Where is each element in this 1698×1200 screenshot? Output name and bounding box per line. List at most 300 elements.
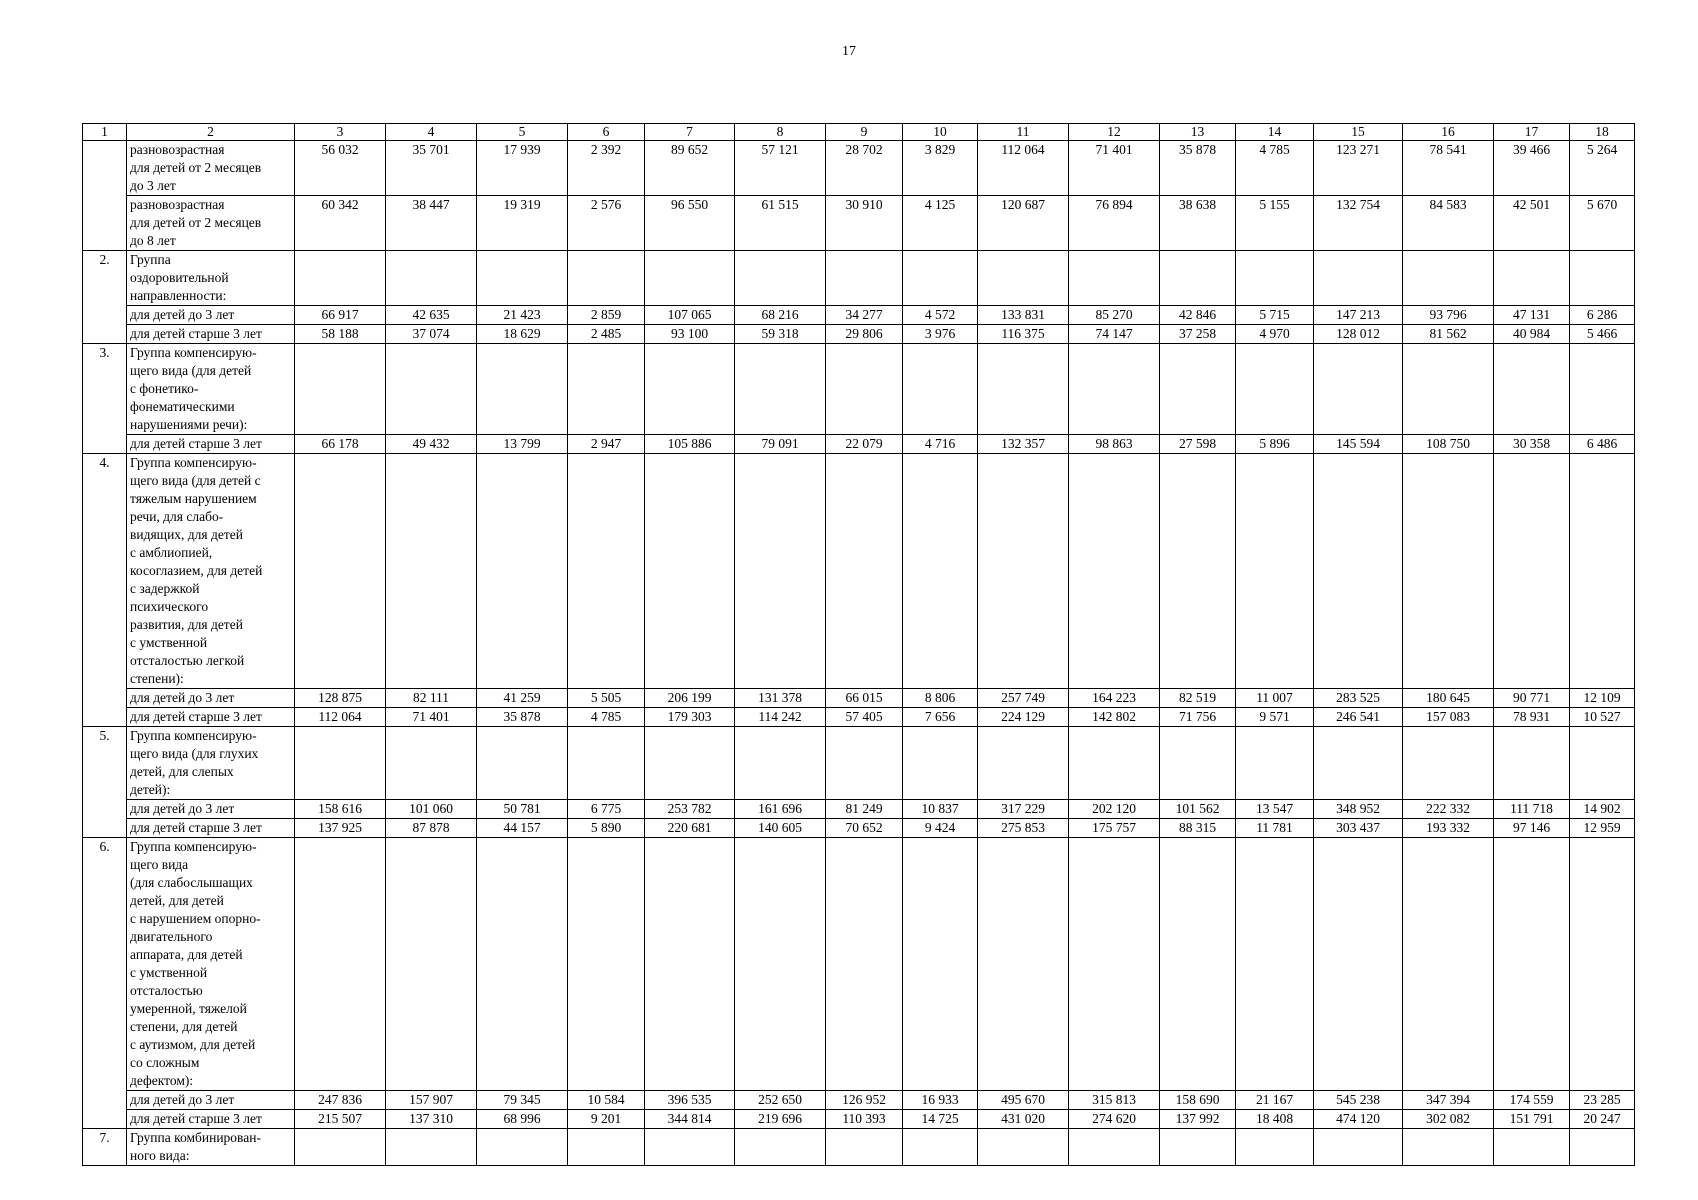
column-number-header: 12 bbox=[1069, 124, 1160, 141]
value-cell: 107 065 bbox=[645, 306, 735, 325]
row-label-line: для детей старше 3 лет bbox=[130, 820, 262, 835]
row-label-line: для детей от 2 месяцев bbox=[130, 160, 262, 175]
row-label-line: умеренной, тяжелой bbox=[130, 1001, 247, 1016]
value-cell: 82 519 bbox=[1160, 689, 1236, 708]
row-label-line: (для слабослышащих bbox=[130, 875, 253, 890]
value-cell: 27 598 bbox=[1160, 435, 1236, 454]
value-cell: 59 318 bbox=[735, 325, 826, 344]
table-row bbox=[83, 344, 1635, 435]
value-cell bbox=[1314, 727, 1403, 800]
value-cell bbox=[826, 251, 903, 306]
row-label-cell bbox=[127, 689, 295, 708]
value-cell: 20 247 bbox=[1570, 1110, 1635, 1129]
value-cell: 85 270 bbox=[1069, 306, 1160, 325]
row-label-cell bbox=[127, 344, 295, 435]
value-cell: 157 083 bbox=[1403, 708, 1494, 727]
value-cell bbox=[477, 454, 568, 689]
value-cell bbox=[1494, 454, 1570, 689]
row-label-line: Группа bbox=[130, 252, 171, 267]
row-label-line: двигательного bbox=[130, 929, 213, 944]
row-label-line: отсталостью bbox=[130, 983, 203, 998]
column-number-header: 18 bbox=[1570, 124, 1635, 141]
column-number-header: 10 bbox=[903, 124, 978, 141]
value-cell bbox=[645, 251, 735, 306]
value-cell: 93 796 bbox=[1403, 306, 1494, 325]
value-cell bbox=[903, 454, 978, 689]
value-cell bbox=[1403, 1129, 1494, 1166]
table-row bbox=[83, 727, 1635, 800]
value-cell bbox=[1314, 344, 1403, 435]
row-label-line: Группа компенсирую- bbox=[130, 839, 257, 854]
value-cell: 4 785 bbox=[1236, 141, 1314, 196]
value-cell bbox=[1236, 838, 1314, 1091]
value-cell bbox=[1494, 1129, 1570, 1166]
value-cell bbox=[1403, 344, 1494, 435]
tariff-table bbox=[82, 123, 1635, 1166]
value-cell: 137 992 bbox=[1160, 1110, 1236, 1129]
row-label-line: щего вида (для глухих bbox=[130, 746, 259, 761]
row-label-line: Группа комбинирован- bbox=[130, 1130, 261, 1145]
value-cell: 110 393 bbox=[826, 1110, 903, 1129]
column-number-header: 2 bbox=[127, 124, 295, 141]
value-cell: 180 645 bbox=[1403, 689, 1494, 708]
row-label-cell bbox=[127, 306, 295, 325]
value-cell: 81 249 bbox=[826, 800, 903, 819]
value-cell bbox=[978, 1129, 1069, 1166]
value-cell: 5 466 bbox=[1570, 325, 1635, 344]
value-cell: 158 616 bbox=[295, 800, 386, 819]
value-cell: 97 146 bbox=[1494, 819, 1570, 838]
row-number-cell: 3. bbox=[83, 344, 127, 454]
value-cell: 215 507 bbox=[295, 1110, 386, 1129]
value-cell: 10 837 bbox=[903, 800, 978, 819]
value-cell: 71 756 bbox=[1160, 708, 1236, 727]
value-cell bbox=[568, 344, 645, 435]
table-row bbox=[83, 435, 1635, 454]
value-cell: 303 437 bbox=[1314, 819, 1403, 838]
row-label-line: с амблиопией, bbox=[130, 545, 213, 560]
value-cell: 16 933 bbox=[903, 1091, 978, 1110]
value-cell: 128 012 bbox=[1314, 325, 1403, 344]
value-cell bbox=[1494, 344, 1570, 435]
row-label-cell bbox=[127, 1110, 295, 1129]
row-number-cell: 6. bbox=[83, 838, 127, 1129]
value-cell bbox=[295, 251, 386, 306]
value-cell: 35 878 bbox=[1160, 141, 1236, 196]
row-label-line: со сложным bbox=[130, 1055, 200, 1070]
table-body bbox=[83, 124, 1635, 1166]
value-cell bbox=[1236, 344, 1314, 435]
row-label-cell bbox=[127, 435, 295, 454]
value-cell: 79 345 bbox=[477, 1091, 568, 1110]
value-cell: 82 111 bbox=[386, 689, 477, 708]
value-cell bbox=[735, 838, 826, 1091]
value-cell: 98 863 bbox=[1069, 435, 1160, 454]
row-label-line: для детей старше 3 лет bbox=[130, 436, 262, 451]
row-label-line: с фонетико- bbox=[130, 381, 199, 396]
value-cell: 274 620 bbox=[1069, 1110, 1160, 1129]
value-cell: 38 447 bbox=[386, 196, 477, 251]
value-cell: 9 201 bbox=[568, 1110, 645, 1129]
value-cell bbox=[978, 838, 1069, 1091]
row-label-line: с умственной bbox=[130, 965, 208, 980]
value-cell bbox=[1403, 727, 1494, 800]
value-cell: 78 931 bbox=[1494, 708, 1570, 727]
value-cell bbox=[1160, 1129, 1236, 1166]
row-label-line: до 8 лет bbox=[130, 233, 176, 248]
value-cell: 12 959 bbox=[1570, 819, 1635, 838]
column-number-header: 5 bbox=[477, 124, 568, 141]
value-cell: 5 890 bbox=[568, 819, 645, 838]
value-cell bbox=[1570, 1129, 1635, 1166]
value-cell bbox=[1314, 1129, 1403, 1166]
value-cell: 68 216 bbox=[735, 306, 826, 325]
value-cell: 39 466 bbox=[1494, 141, 1570, 196]
value-cell: 126 952 bbox=[826, 1091, 903, 1110]
value-cell: 275 853 bbox=[978, 819, 1069, 838]
value-cell: 4 970 bbox=[1236, 325, 1314, 344]
table-row bbox=[83, 454, 1635, 689]
value-cell: 84 583 bbox=[1403, 196, 1494, 251]
value-cell: 78 541 bbox=[1403, 141, 1494, 196]
value-cell: 5 264 bbox=[1570, 141, 1635, 196]
value-cell: 120 687 bbox=[978, 196, 1069, 251]
row-label-line: для детей до 3 лет bbox=[130, 307, 235, 322]
value-cell bbox=[295, 727, 386, 800]
row-label-cell bbox=[127, 1129, 295, 1166]
row-label-cell bbox=[127, 196, 295, 251]
value-cell: 158 690 bbox=[1160, 1091, 1236, 1110]
value-cell: 71 401 bbox=[1069, 141, 1160, 196]
table-row bbox=[83, 1110, 1635, 1129]
value-cell bbox=[1570, 454, 1635, 689]
value-cell: 57 121 bbox=[735, 141, 826, 196]
value-cell: 37 258 bbox=[1160, 325, 1236, 344]
value-cell: 79 091 bbox=[735, 435, 826, 454]
value-cell: 18 629 bbox=[477, 325, 568, 344]
value-cell: 66 178 bbox=[295, 435, 386, 454]
row-label-cell bbox=[127, 800, 295, 819]
row-label-cell bbox=[127, 1091, 295, 1110]
value-cell bbox=[568, 1129, 645, 1166]
value-cell bbox=[1314, 454, 1403, 689]
row-label-line: до 3 лет bbox=[130, 178, 176, 193]
column-number-header: 1 bbox=[83, 124, 127, 141]
column-number-header: 8 bbox=[735, 124, 826, 141]
value-cell bbox=[1403, 454, 1494, 689]
value-cell bbox=[1494, 251, 1570, 306]
value-cell bbox=[386, 727, 477, 800]
value-cell: 93 100 bbox=[645, 325, 735, 344]
value-cell: 13 799 bbox=[477, 435, 568, 454]
table-row bbox=[83, 196, 1635, 251]
value-cell: 35 878 bbox=[477, 708, 568, 727]
value-cell bbox=[978, 344, 1069, 435]
value-cell: 5 670 bbox=[1570, 196, 1635, 251]
column-number-header: 11 bbox=[978, 124, 1069, 141]
value-cell: 474 120 bbox=[1314, 1110, 1403, 1129]
table-row bbox=[83, 325, 1635, 344]
value-cell: 253 782 bbox=[645, 800, 735, 819]
value-cell: 96 550 bbox=[645, 196, 735, 251]
value-cell: 42 635 bbox=[386, 306, 477, 325]
value-cell: 12 109 bbox=[1570, 689, 1635, 708]
row-number-cell: 5. bbox=[83, 727, 127, 838]
value-cell: 193 332 bbox=[1403, 819, 1494, 838]
value-cell: 42 846 bbox=[1160, 306, 1236, 325]
row-label-line: с аутизмом, для детей bbox=[130, 1037, 256, 1052]
value-cell: 431 020 bbox=[978, 1110, 1069, 1129]
value-cell: 344 814 bbox=[645, 1110, 735, 1129]
row-number-cell bbox=[83, 141, 127, 251]
value-cell bbox=[903, 727, 978, 800]
table-header-row bbox=[83, 124, 1635, 141]
value-cell bbox=[386, 251, 477, 306]
value-cell bbox=[477, 251, 568, 306]
value-cell bbox=[386, 838, 477, 1091]
value-cell bbox=[386, 1129, 477, 1166]
value-cell: 140 605 bbox=[735, 819, 826, 838]
value-cell: 179 303 bbox=[645, 708, 735, 727]
value-cell bbox=[735, 1129, 826, 1166]
value-cell: 21 423 bbox=[477, 306, 568, 325]
row-label-line: нарушениями речи): bbox=[130, 417, 248, 432]
value-cell: 17 939 bbox=[477, 141, 568, 196]
column-number-header: 7 bbox=[645, 124, 735, 141]
value-cell: 222 332 bbox=[1403, 800, 1494, 819]
value-cell: 131 378 bbox=[735, 689, 826, 708]
value-cell bbox=[826, 727, 903, 800]
row-label-line: для детей старше 3 лет bbox=[130, 1111, 262, 1126]
row-label-line: детей, для детей bbox=[130, 893, 224, 908]
value-cell: 4 716 bbox=[903, 435, 978, 454]
row-label-cell bbox=[127, 325, 295, 344]
value-cell: 11 781 bbox=[1236, 819, 1314, 838]
value-cell: 206 199 bbox=[645, 689, 735, 708]
value-cell: 56 032 bbox=[295, 141, 386, 196]
value-cell bbox=[1069, 344, 1160, 435]
value-cell: 9 424 bbox=[903, 819, 978, 838]
value-cell bbox=[477, 727, 568, 800]
value-cell bbox=[477, 1129, 568, 1166]
value-cell: 252 650 bbox=[735, 1091, 826, 1110]
value-cell: 4 572 bbox=[903, 306, 978, 325]
row-label-line: детей, для слепых bbox=[130, 764, 234, 779]
value-cell bbox=[826, 838, 903, 1091]
value-cell: 348 952 bbox=[1314, 800, 1403, 819]
value-cell: 202 120 bbox=[1069, 800, 1160, 819]
value-cell: 4 125 bbox=[903, 196, 978, 251]
value-cell: 21 167 bbox=[1236, 1091, 1314, 1110]
row-label-line: с нарушением опорно- bbox=[130, 911, 261, 926]
value-cell bbox=[978, 454, 1069, 689]
value-cell: 112 064 bbox=[295, 708, 386, 727]
value-cell: 88 315 bbox=[1160, 819, 1236, 838]
row-label-line: Группа компенсирую- bbox=[130, 455, 257, 470]
value-cell bbox=[1314, 251, 1403, 306]
row-label-line: с умственной bbox=[130, 635, 208, 650]
value-cell: 14 902 bbox=[1570, 800, 1635, 819]
row-label-line: разновозрастная bbox=[130, 142, 225, 157]
value-cell: 302 082 bbox=[1403, 1110, 1494, 1129]
table-row bbox=[83, 141, 1635, 196]
value-cell bbox=[1494, 838, 1570, 1091]
value-cell: 2 859 bbox=[568, 306, 645, 325]
value-cell: 164 223 bbox=[1069, 689, 1160, 708]
value-cell bbox=[1160, 344, 1236, 435]
row-label-cell bbox=[127, 454, 295, 689]
value-cell: 47 131 bbox=[1494, 306, 1570, 325]
column-number-header: 16 bbox=[1403, 124, 1494, 141]
row-label-line: щего вида bbox=[130, 857, 189, 872]
value-cell: 101 562 bbox=[1160, 800, 1236, 819]
value-cell: 81 562 bbox=[1403, 325, 1494, 344]
value-cell: 57 405 bbox=[826, 708, 903, 727]
row-label-line: оздоровительной bbox=[130, 270, 229, 285]
row-label-line: Группа компенсирую- bbox=[130, 728, 257, 743]
row-label-line: аппарата, для детей bbox=[130, 947, 243, 962]
value-cell: 41 259 bbox=[477, 689, 568, 708]
value-cell: 10 584 bbox=[568, 1091, 645, 1110]
value-cell bbox=[295, 344, 386, 435]
value-cell: 30 358 bbox=[1494, 435, 1570, 454]
column-number-header: 6 bbox=[568, 124, 645, 141]
value-cell bbox=[645, 454, 735, 689]
value-cell: 116 375 bbox=[978, 325, 1069, 344]
value-cell: 68 996 bbox=[477, 1110, 568, 1129]
table-row bbox=[83, 800, 1635, 819]
row-label-cell bbox=[127, 708, 295, 727]
value-cell bbox=[1570, 344, 1635, 435]
value-cell bbox=[1570, 727, 1635, 800]
row-label-line: для детей до 3 лет bbox=[130, 801, 235, 816]
value-cell bbox=[645, 727, 735, 800]
column-number-header: 14 bbox=[1236, 124, 1314, 141]
value-cell bbox=[903, 838, 978, 1091]
value-cell bbox=[978, 727, 1069, 800]
row-label-cell bbox=[127, 838, 295, 1091]
value-cell: 5 155 bbox=[1236, 196, 1314, 251]
value-cell: 28 702 bbox=[826, 141, 903, 196]
table-row bbox=[83, 1091, 1635, 1110]
value-cell: 3 976 bbox=[903, 325, 978, 344]
value-cell bbox=[295, 454, 386, 689]
value-cell bbox=[1494, 727, 1570, 800]
value-cell bbox=[1069, 838, 1160, 1091]
table-row bbox=[83, 838, 1635, 1091]
value-cell bbox=[477, 838, 568, 1091]
value-cell: 5 896 bbox=[1236, 435, 1314, 454]
value-cell: 49 432 bbox=[386, 435, 477, 454]
value-cell bbox=[735, 454, 826, 689]
value-cell: 70 652 bbox=[826, 819, 903, 838]
value-cell bbox=[1236, 727, 1314, 800]
value-cell: 40 984 bbox=[1494, 325, 1570, 344]
value-cell: 105 886 bbox=[645, 435, 735, 454]
column-number-header: 15 bbox=[1314, 124, 1403, 141]
row-label-line: щего вида (для детей с bbox=[130, 473, 261, 488]
value-cell: 317 229 bbox=[978, 800, 1069, 819]
value-cell: 145 594 bbox=[1314, 435, 1403, 454]
value-cell: 19 319 bbox=[477, 196, 568, 251]
row-label-cell bbox=[127, 251, 295, 306]
value-cell bbox=[568, 727, 645, 800]
value-cell bbox=[645, 344, 735, 435]
value-cell: 5 505 bbox=[568, 689, 645, 708]
row-label-line: косоглазием, для детей bbox=[130, 563, 263, 578]
column-number-header: 4 bbox=[386, 124, 477, 141]
value-cell: 495 670 bbox=[978, 1091, 1069, 1110]
row-label-line: отсталостью легкой bbox=[130, 653, 245, 668]
row-label-line: для детей до 3 лет bbox=[130, 690, 235, 705]
row-label-line: видящих, для детей bbox=[130, 527, 243, 542]
value-cell: 7 656 bbox=[903, 708, 978, 727]
value-cell: 50 781 bbox=[477, 800, 568, 819]
value-cell: 6 775 bbox=[568, 800, 645, 819]
row-label-line: тяжелым нарушением bbox=[130, 491, 257, 506]
value-cell: 174 559 bbox=[1494, 1091, 1570, 1110]
value-cell: 14 725 bbox=[903, 1110, 978, 1129]
row-label-line: речи, для слабо- bbox=[130, 509, 224, 524]
page-number: 17 bbox=[842, 44, 856, 59]
value-cell bbox=[1236, 1129, 1314, 1166]
value-cell: 29 806 bbox=[826, 325, 903, 344]
column-number-header: 9 bbox=[826, 124, 903, 141]
column-number-header: 17 bbox=[1494, 124, 1570, 141]
value-cell: 44 157 bbox=[477, 819, 568, 838]
row-label-line: дефектом): bbox=[130, 1073, 194, 1088]
value-cell: 89 652 bbox=[645, 141, 735, 196]
value-cell: 108 750 bbox=[1403, 435, 1494, 454]
table-row bbox=[83, 819, 1635, 838]
value-cell bbox=[1314, 838, 1403, 1091]
value-cell: 87 878 bbox=[386, 819, 477, 838]
value-cell bbox=[1069, 251, 1160, 306]
value-cell: 5 715 bbox=[1236, 306, 1314, 325]
value-cell bbox=[826, 454, 903, 689]
value-cell: 545 238 bbox=[1314, 1091, 1403, 1110]
row-label-cell bbox=[127, 727, 295, 800]
value-cell bbox=[903, 251, 978, 306]
value-cell: 283 525 bbox=[1314, 689, 1403, 708]
value-cell: 2 947 bbox=[568, 435, 645, 454]
row-label-line: Группа компенсирую- bbox=[130, 345, 257, 360]
value-cell bbox=[826, 344, 903, 435]
value-cell bbox=[295, 1129, 386, 1166]
value-cell: 147 213 bbox=[1314, 306, 1403, 325]
row-label-line: степени, для детей bbox=[130, 1019, 238, 1034]
row-label-line: фонематическими bbox=[130, 399, 235, 414]
value-cell: 22 079 bbox=[826, 435, 903, 454]
value-cell: 60 342 bbox=[295, 196, 386, 251]
value-cell bbox=[1570, 251, 1635, 306]
value-cell: 128 875 bbox=[295, 689, 386, 708]
column-number-header: 13 bbox=[1160, 124, 1236, 141]
value-cell bbox=[386, 344, 477, 435]
table-row bbox=[83, 251, 1635, 306]
value-cell bbox=[568, 251, 645, 306]
value-cell: 396 535 bbox=[645, 1091, 735, 1110]
value-cell: 219 696 bbox=[735, 1110, 826, 1129]
value-cell: 13 547 bbox=[1236, 800, 1314, 819]
value-cell: 8 806 bbox=[903, 689, 978, 708]
row-label-line: для детей старше 3 лет bbox=[130, 326, 262, 341]
value-cell bbox=[1160, 454, 1236, 689]
value-cell bbox=[386, 454, 477, 689]
value-cell: 90 771 bbox=[1494, 689, 1570, 708]
value-cell: 30 910 bbox=[826, 196, 903, 251]
value-cell: 133 831 bbox=[978, 306, 1069, 325]
